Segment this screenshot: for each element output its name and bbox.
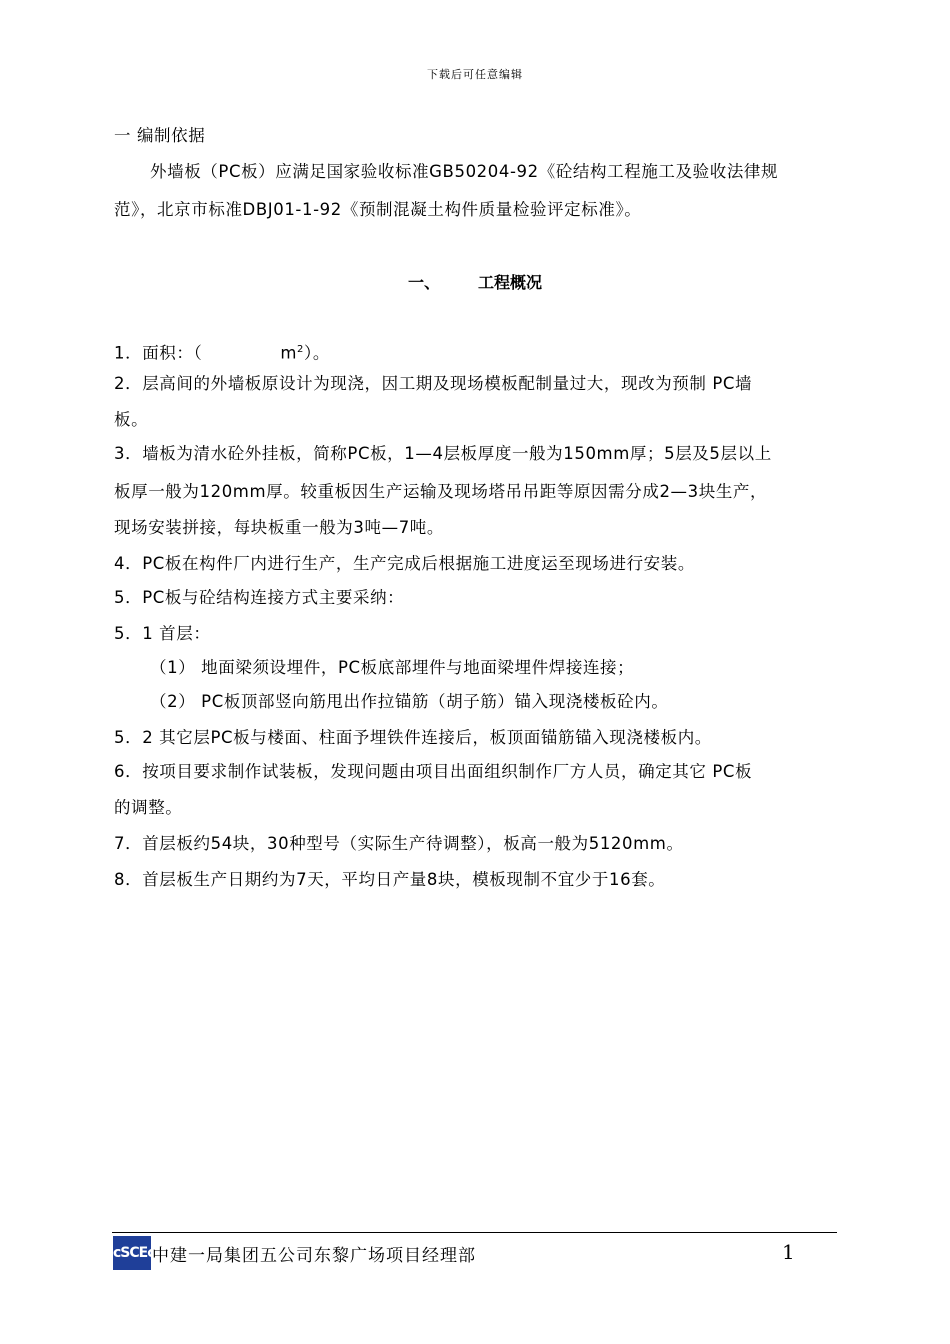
item-5-1: 5．1 首层： bbox=[114, 624, 211, 643]
item-1-unit-superscript: 2 bbox=[297, 344, 305, 355]
item-4: 4．PC板在构件厂内进行生产，生产完成后根据施工进度运至现场进行安装。 bbox=[114, 554, 695, 573]
basis-paragraph-line-1: 外墙板（PC板）应满足国家验收标准GB50204-92《砼结构工程施工及验收法律规 bbox=[150, 162, 779, 181]
item-2-line-1: 2．层高间的外墙板原设计为现浇，因工期及现场模板配制量过大，现改为预制 PC墙 bbox=[114, 374, 753, 393]
item-5-1-sub-1: （1） 地面梁须设埋件，PC板底部埋件与地面梁埋件焊接连接； bbox=[150, 658, 635, 677]
company-logo: cSCEc bbox=[113, 1236, 151, 1270]
section-number: 一、 bbox=[407, 273, 440, 292]
item-1-close: ）。 bbox=[304, 343, 330, 363]
item-1-area bbox=[114, 340, 330, 364]
section-title-text: 工程概况 bbox=[478, 273, 543, 292]
page-number: 1 bbox=[782, 1240, 795, 1264]
item-2-line-2: 板。 bbox=[114, 410, 149, 429]
basis-heading: 一 编制依据 bbox=[114, 126, 206, 145]
footer-divider bbox=[112, 1232, 837, 1233]
section-title bbox=[0, 270, 950, 293]
item-7: 7．首层板约54块，30种型号（实际生产待调整），板高一般为5120mm。 bbox=[114, 834, 684, 853]
item-6-line-1: 6．按项目要求制作试装板，发现问题由项目出面组织制作厂方人员，确定其它 PC板 bbox=[114, 762, 753, 781]
item-1-label: 1．面积：（ bbox=[114, 343, 203, 363]
header-note: 下载后可任意编辑 bbox=[427, 68, 523, 81]
basis-paragraph-line-2: 范》，北京市标准DBJ01-1-92《预制混凝土构件质量检验评定标准》。 bbox=[114, 200, 642, 219]
item-5: 5．PC板与砼结构连接方式主要采纳： bbox=[114, 588, 405, 607]
item-3-line-2: 板厚一般为120mm厚。较重板因生产运输及现场塔吊吊距等原因需分成2—3块生产， bbox=[114, 482, 768, 501]
item-5-1-sub-2: （2） PC板顶部竖向筋甩出作拉锚筋（胡子筋）锚入现浇楼板砼内。 bbox=[150, 692, 669, 711]
item-8: 8．首层板生产日期约为7天，平均日产量8块，模板现制不宜少于16套。 bbox=[114, 870, 666, 889]
footer-organization: 中建一局集团五公司东黎广场项目经理部 bbox=[152, 1246, 476, 1266]
item-3-line-3: 现场安装拼接，每块板重一般为3吨—7吨。 bbox=[114, 518, 444, 537]
item-3-line-1: 3．墙板为清水砼外挂板，简称PC板，1—4层板厚度一般为150mm厚；5层及5层以上 bbox=[114, 444, 772, 463]
item-5-2: 5．2 其它层PC板与楼面、柱面予埋铁件连接后，板顶面锚筋锚入现浇楼板内。 bbox=[114, 728, 712, 747]
item-1-unit: m bbox=[280, 343, 298, 363]
item-6-line-2: 的调整。 bbox=[114, 798, 183, 817]
